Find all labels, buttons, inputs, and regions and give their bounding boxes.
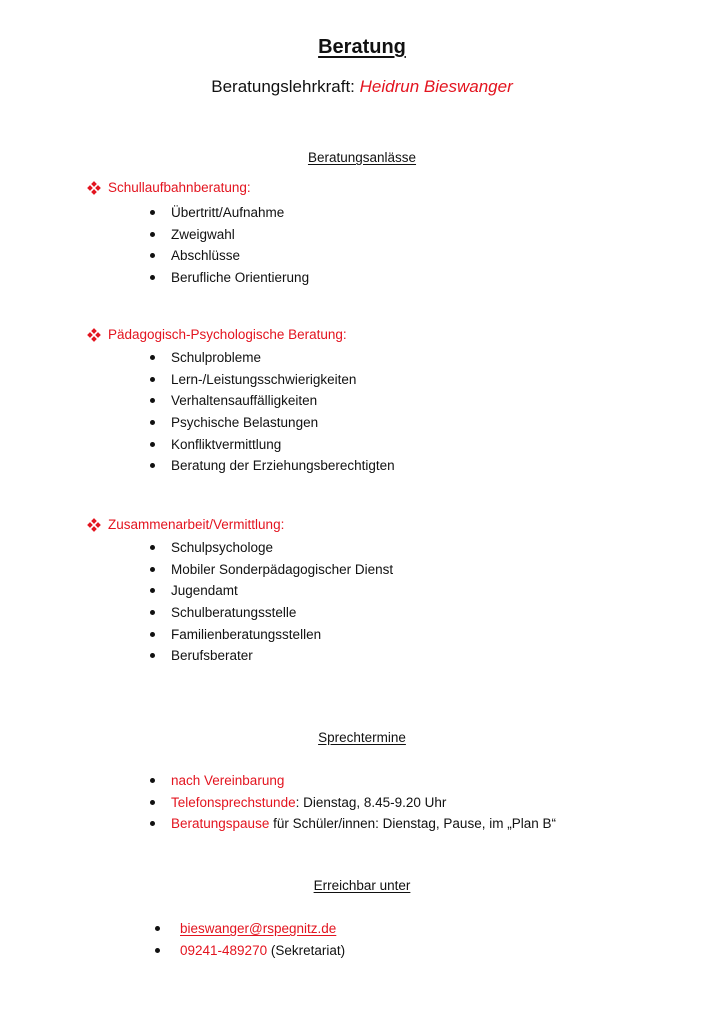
section-heading-sprechtermine: Sprechtermine <box>318 730 406 745</box>
email-link[interactable]: bieswanger@rspegnitz.de <box>180 921 337 937</box>
list-item: Schulpsychologe <box>150 537 393 559</box>
list-item: nach Vereinbarung <box>150 770 556 792</box>
bullet-icon <box>150 210 155 215</box>
list-item: Schulprobleme <box>150 347 395 369</box>
bullet-icon <box>150 588 155 593</box>
bullet-icon <box>150 778 155 783</box>
subtitle-label: Beratungslehrkraft: <box>211 77 355 96</box>
diamond-bullet-icon <box>88 519 100 531</box>
diamond-bullet-icon <box>88 182 100 194</box>
section-heading-anlaesse: Beratungsanlässe <box>307 150 417 165</box>
bullet-icon <box>150 377 155 382</box>
diamond-bullet-icon <box>88 329 100 341</box>
bullet-icon <box>150 567 155 572</box>
list-item: Jugendamt <box>150 580 393 602</box>
list-item: Schulberatungsstelle <box>150 602 393 624</box>
list-item: 09241-489270 (Sekretariat) <box>155 940 345 962</box>
list-item: Mobiler Sonderpädagogischer Dienst <box>150 559 393 581</box>
list-item: Zweigwahl <box>150 224 309 246</box>
list-item: Lern-/Leistungsschwierigkeiten <box>150 369 395 391</box>
list-item: Telefonsprechstunde : Dienstag, 8.45-9.20 Uhr <box>150 792 556 814</box>
sprechtermine-list <box>150 770 556 835</box>
bullet-icon <box>155 926 160 931</box>
bullet-icon <box>150 355 155 360</box>
bullet-icon <box>150 442 155 447</box>
category-list <box>150 347 395 477</box>
category-list <box>150 202 309 288</box>
subtitle <box>0 77 724 97</box>
list-item <box>155 918 345 940</box>
list-item: Familienberatungsstellen <box>150 623 393 645</box>
bullet-icon <box>150 232 155 237</box>
category-list <box>150 537 393 667</box>
bullet-icon <box>150 463 155 468</box>
phone-number: 09241-489270 <box>180 942 268 958</box>
list-item: Berufsberater <box>150 645 393 667</box>
bullet-icon <box>150 275 155 280</box>
category-paedagogisch: Pädagogisch-Psychologische Beratung: <box>88 327 347 342</box>
category-zusammenarbeit: Zusammenarbeit/Vermittlung: <box>88 517 284 532</box>
list-item: Verhaltensauffälligkeiten <box>150 390 395 412</box>
bullet-icon <box>150 821 155 826</box>
bullet-icon <box>150 253 155 258</box>
list-item: Konfliktvermittlung <box>150 433 395 455</box>
bullet-icon <box>150 800 155 805</box>
contact-list <box>155 918 345 961</box>
bullet-icon <box>150 610 155 615</box>
counselor-name: Heidrun Bieswanger <box>359 77 513 96</box>
list-item: Psychische Belastungen <box>150 412 395 434</box>
page-title: Beratung <box>318 36 406 58</box>
list-item: Berufliche Orientierung <box>150 267 309 289</box>
section-heading-erreichbar: Erreichbar unter <box>313 878 411 893</box>
bullet-icon <box>150 420 155 425</box>
bullet-icon <box>150 653 155 658</box>
list-item: Übertritt/Aufnahme <box>150 202 309 224</box>
bullet-icon <box>150 632 155 637</box>
bullet-icon <box>150 545 155 550</box>
list-item: Beratung der Erziehungsberechtigten <box>150 455 395 477</box>
list-item: Beratungspause für Schüler/innen: Dienstag, Pause, im „Plan B“ <box>150 813 556 835</box>
bullet-icon <box>150 398 155 403</box>
list-item: Abschlüsse <box>150 245 309 267</box>
category-schullaufbahn: Schullaufbahnberatung: <box>88 180 251 195</box>
bullet-icon <box>155 948 160 953</box>
